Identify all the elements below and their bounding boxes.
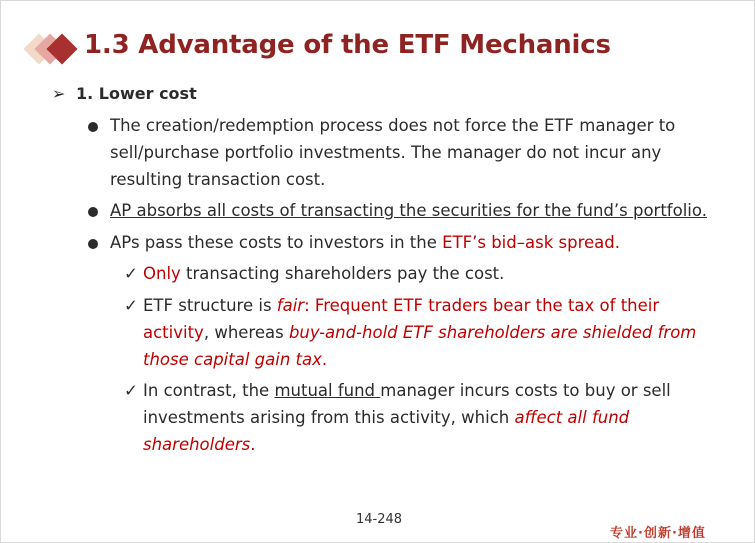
heading-text: 1. Lower cost <box>76 84 197 103</box>
page-number: 14-248 <box>356 512 403 527</box>
check2-part-a: ETF structure is <box>143 296 277 315</box>
dot-bullet-icon <box>88 122 98 132</box>
check2-part-f: . <box>321 350 328 369</box>
check-icon: ✓ <box>124 296 138 315</box>
diamond-decoration-icon <box>22 32 82 68</box>
bullet3-part-a: APs pass these costs to investors in the <box>110 233 443 252</box>
check-icon: ✓ <box>124 381 138 400</box>
check3-part-e: . <box>250 435 256 454</box>
bullet-text-2: AP absorbs all costs of transacting the securities for the fund’s portfolio. <box>110 201 707 220</box>
check-text-3 <box>143 377 703 458</box>
bullet-text-3 <box>110 229 720 256</box>
check1-part-b: transacting shareholders pay the cost. <box>180 264 505 283</box>
check2-part-e: buy-and-hold ETF shareholders are shielded from those capital gain tax <box>143 323 697 369</box>
check-icon: ✓ <box>124 264 138 283</box>
bullet-text-1: The creation/redemption process does not force the ETF manager to sell/purchase portfolio investments. The manager do not incur any resulting transaction cost. <box>110 116 676 189</box>
dot-bullet-icon <box>88 239 98 249</box>
check2-part-d: , whereas <box>203 323 289 342</box>
check3-part-a: In contrast, the <box>143 381 275 400</box>
bullet3-part-b: ETF’s bid–ask spread. <box>442 233 620 252</box>
check-text-1 <box>143 260 703 287</box>
check3-part-b: mutual fund <box>274 381 381 400</box>
footer-tagline: 专业·创新·增值 <box>610 526 706 541</box>
check3-part-d: affect all fund shareholders <box>143 408 630 454</box>
check2-part-c: : Frequent ETF traders bear the tax of their activity <box>143 296 660 342</box>
check1-part-a: Only <box>143 264 181 283</box>
arrow-bullet-icon: ➢ <box>52 84 66 103</box>
check2-part-b: fair <box>276 296 305 315</box>
slide-title: 1.3 Advantage of the ETF Mechanics <box>84 30 611 60</box>
check3-part-c: manager incurs costs to buy or sell investments arising from this activity, which <box>143 381 671 427</box>
check-text-2 <box>143 292 703 373</box>
dot-bullet-icon <box>88 207 98 217</box>
heading-item <box>52 84 197 103</box>
